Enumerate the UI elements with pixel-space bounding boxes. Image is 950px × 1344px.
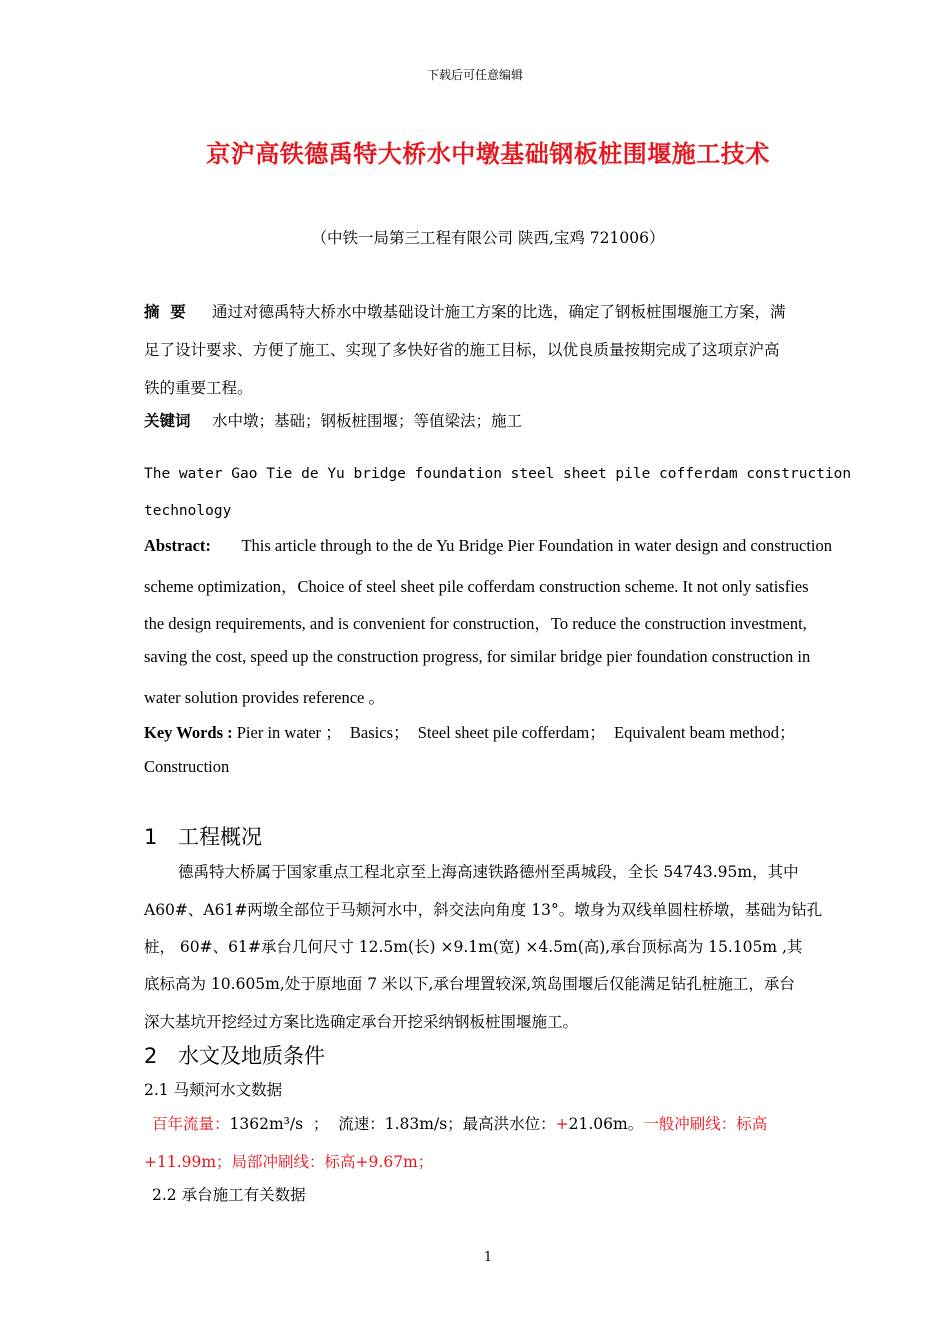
keywords-en-text: Pier in water ； Basics； Steel sheet pile cofferdam； Equivalent beam method； (236, 723, 796, 742)
abstract-cn-line: 铁的重要工程。 (144, 379, 253, 397)
hydro-sign: + (555, 1115, 569, 1133)
abstract-en-label: Abstract: (144, 536, 211, 555)
paragraph-line: A60#、A61#两墩全部位于马颊河水中，斜交法向角度 13°。墩身为双线单圆柱桥墩，基础为钻孔 (144, 901, 823, 919)
hydrology-line: +11.99m；局部冲刷线：标高+9.67m； (144, 1153, 434, 1171)
abstract-en-line: the design requirements, and is convenient for construction，To reduce the construction investment, (144, 614, 807, 633)
english-title-line: The water Gao Tie de Yu bridge foundation steel sheet pile cofferdam construction (144, 466, 852, 482)
keywords-en (144, 719, 795, 743)
paragraph-line: 德禹特大桥属于国家重点工程北京至上海高速铁路德州至禹城段，全长 54743.95m，其中 (178, 863, 799, 881)
section-heading (144, 821, 262, 851)
hydro-label: 百年流量： (152, 1115, 230, 1133)
abstract-en-line: water solution provides reference 。 (144, 688, 385, 707)
author-affiliation: （中铁一局第三工程有限公司 陕西,宝鸡 721006） (311, 229, 665, 247)
abstract-cn-label: 摘 要 (144, 302, 186, 321)
section-title: 工程概况 (178, 825, 262, 849)
section-number: 2 (144, 1044, 158, 1068)
header-note: 下载后可任意编辑 (426, 68, 523, 82)
hydro-label: 一般冲刷线：标高 (643, 1115, 768, 1133)
keywords-en-label: Key Words : (144, 723, 233, 742)
hydrology-line (152, 1112, 767, 1134)
paragraph-line: 底标高为 10.605m,处于原地面 7 米以下,承台埋置较深,筑岛围堰后仅能满足钻孔桩施工，承台 (144, 975, 795, 993)
subsection-heading: 2.2 承台施工有关数据 (152, 1186, 306, 1204)
section-number: 1 (144, 825, 158, 849)
keywords-cn-text: 水中墩；基础；钢板桩围堰；等值梁法；施工 (212, 412, 523, 430)
abstract-en-line: This article through to the de Yu Bridge Pier Foundation in water design and construction (241, 536, 832, 555)
paragraph-line: 桩， 60#、61#承台几何尺寸 12.5m(长) ×9.1m(宽) ×4.5m(高),承台顶标高为 15.105m ,其 (144, 938, 803, 956)
abstract-en-line: scheme optimization，Choice of steel sheet pile cofferdam construction scheme. It not only satisfies (144, 577, 809, 596)
english-title-line: technology (144, 503, 232, 519)
keywords-en-line: Construction (144, 757, 230, 776)
abstract-cn-line: 足了设计要求、方便了施工、实现了多快好省的施工目标，以优良质量按期完成了这项京沪高 (144, 341, 780, 359)
hydro-values: 1362m³/s ； 流速：1.83m/s；最高洪水位： (229, 1115, 556, 1133)
page-number: 1 (483, 1250, 493, 1265)
abstract-en-first-line (144, 536, 832, 556)
abstract-cn-line: 通过对德禹特大桥水中墩基础设计施工方案的比选，确定了钢板桩围堰施工方案，满 (212, 303, 786, 321)
section-title: 水文及地质条件 (178, 1044, 325, 1068)
paragraph-line: 深大基坑开挖经过方案比选确定承台开挖采纳钢板桩围堰施工。 (144, 1013, 579, 1031)
abstract-en-line: saving the cost, speed up the construction progress, for similar bridge pier foundation construction in (144, 647, 811, 666)
keywords-cn-label: 关键词 (144, 411, 191, 430)
section-heading (144, 1040, 325, 1070)
subsection-heading: 2.1 马颊河水文数据 (144, 1081, 283, 1099)
document-title: 京沪高铁德禹特大桥水中墩基础钢板桩围堰施工技术 (206, 139, 770, 168)
hydro-flood-level: 21.06m。 (568, 1115, 644, 1133)
keywords-cn (144, 409, 522, 431)
